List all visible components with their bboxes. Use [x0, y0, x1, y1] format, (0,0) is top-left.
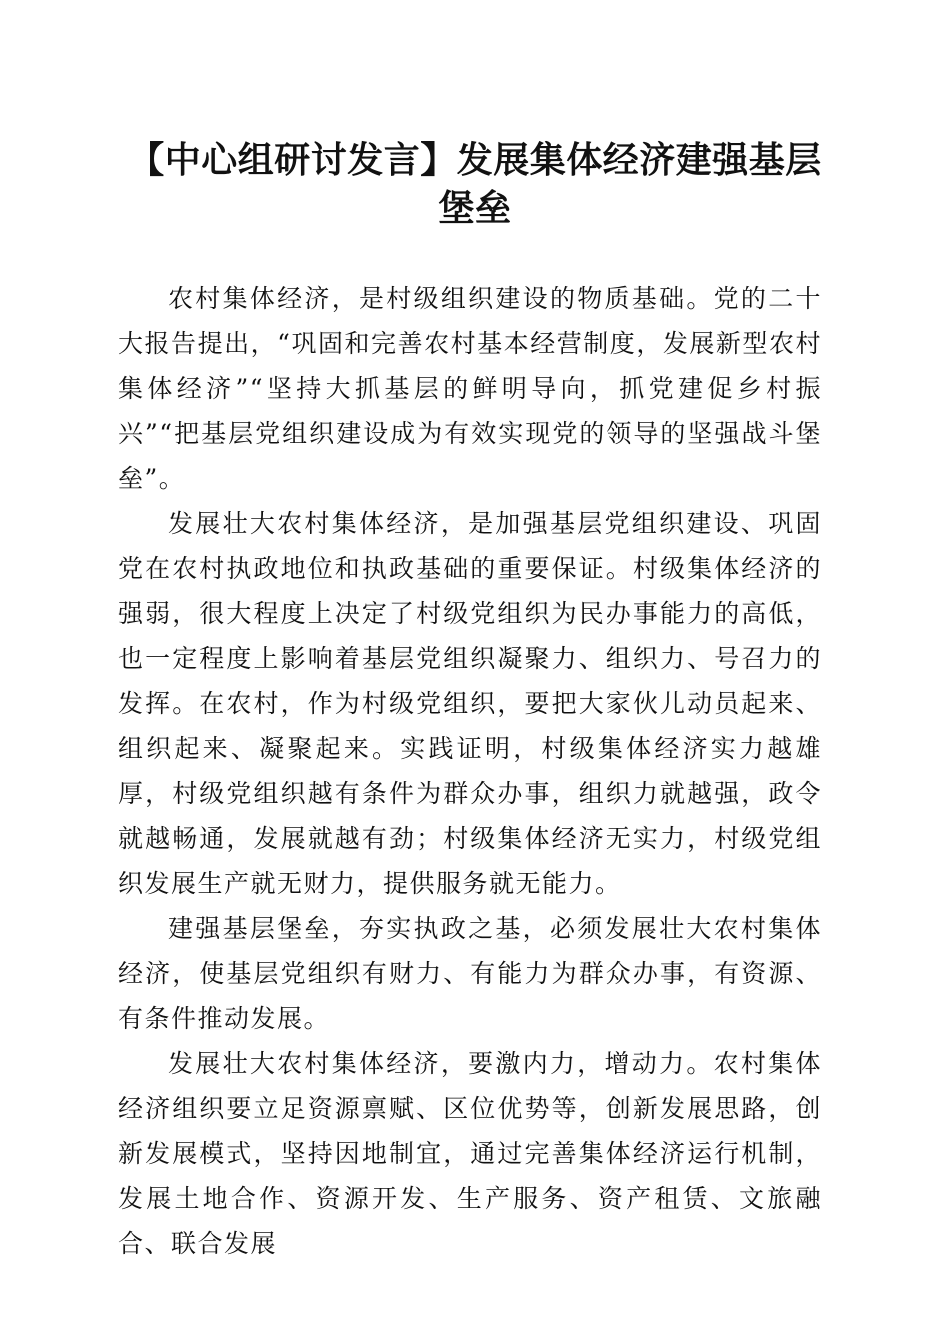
paragraph: 发展壮大农村集体经济，是加强基层党组织建设、巩固党在农村执政地位和执政基础的重要保证。村级集体经济的强弱，很大程度上决定了村级党组织为民办事能力的高低，也一定程度上影响着基层党组织凝聚力、组织力、号召力的发挥。在农村，作为村级党组织，要把大家伙儿动员起来、组织起来、凝聚起来。实践证明，村级集体经济实力越雄厚，村级党组织越有条件为群众办事，组织力就越强，政令就越畅通，发展就越有劲；村级集体经济无实力，村级党组织发展生产就无财力，提供服务就无能力。	[118, 509, 822, 898]
document-body	[118, 276, 822, 1266]
paragraph: 建强基层堡垒，夯实执政之基，必须发展壮大农村集体经济，使基层党组织有财力、有能力为群众办事，有资源、有条件推动发展。	[118, 914, 822, 1033]
paragraph: 发展壮大农村集体经济，要激内力，增动力。农村集体经济组织要立足资源禀赋、区位优势等，创新发展思路，创新发展模式，坚持因地制宜，通过完善集体经济运行机制，发展土地合作、资源开发、生产服务、资产租赁、文旅融合、联合发展	[118, 1049, 822, 1258]
paragraph: 农村集体经济，是村级组织建设的物质基础。党的二十大报告提出，“巩固和完善农村基本经营制度，发展新型农村集体经济”“坚持大抓基层的鲜明导向，抓党建促乡村振兴”“把基层党组织建设成为有效实现党的领导的坚强战斗堡垒”。	[118, 284, 822, 493]
document-title: 【中心组研讨发言】发展集体经济建强基层堡垒	[128, 139, 822, 229]
